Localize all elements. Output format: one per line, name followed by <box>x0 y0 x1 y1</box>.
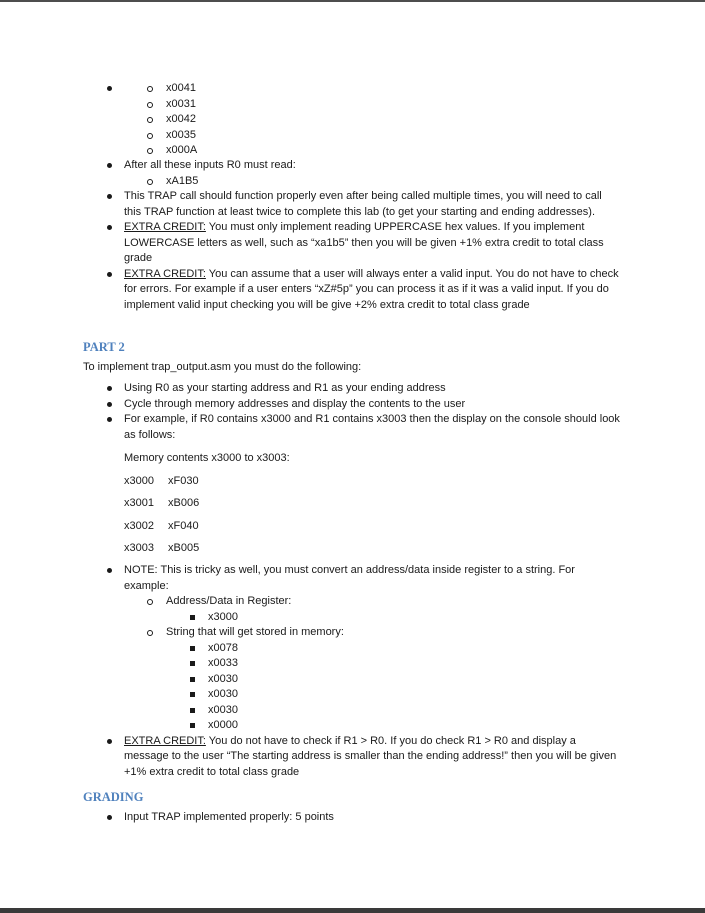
list-item: x0042 <box>166 112 606 128</box>
list-item: x0078 <box>208 641 606 657</box>
list-item: This TRAP call should function properly even after being called multiple times, you will need to call this TRAP function at least twice to complete this lab (to get your starting and ending addresses). <box>124 189 620 220</box>
memory-title: Memory contents x3000 to x3003: <box>124 452 290 464</box>
list-item <box>124 220 620 267</box>
list-item: x000A <box>166 143 606 159</box>
list-item: xA1B5 <box>166 174 606 190</box>
grading-heading: GRADING <box>83 790 144 804</box>
memory-row <box>124 519 290 535</box>
note-list <box>124 563 620 780</box>
list-item: x0041 <box>166 81 606 97</box>
memory-address: x3002 <box>124 519 154 532</box>
string-codes-list <box>208 641 606 734</box>
memory-value: xF040 <box>168 519 199 532</box>
memory-row <box>124 496 290 512</box>
extra-credit-label: EXTRA CREDIT: <box>124 267 206 280</box>
part2-bullets <box>0 381 620 443</box>
part1-continuation <box>0 81 620 159</box>
memory-address: x3000 <box>124 474 154 487</box>
list-item <box>166 594 606 625</box>
part1-bullet-list <box>124 158 620 313</box>
memory-value: xF030 <box>168 474 199 487</box>
input-codes-list <box>166 81 606 159</box>
memory-row <box>124 541 290 557</box>
list-item: x0031 <box>166 97 606 113</box>
list-item: x0030 <box>208 687 606 703</box>
extra-credit-text: You do not have to check if R1 > R0. If you do check R1 > R0 and display a message to the user “The starting address is smaller than the ending address!” then you will be given +1% extra credit to total class grade <box>124 734 617 778</box>
part1-bullets <box>0 158 620 313</box>
list-item <box>124 158 620 189</box>
part2-intro: To implement trap_output.asm you must do the following: <box>83 361 362 373</box>
input-codes-container <box>124 81 620 159</box>
list-item: x0030 <box>208 672 606 688</box>
string-label: String that will get stored in memory: <box>166 626 344 638</box>
grading-list <box>124 810 620 826</box>
extra-credit-label: EXTRA CREDIT: <box>124 221 206 233</box>
note-sublist <box>166 594 606 734</box>
memory-row <box>124 474 290 490</box>
list-item: Cycle through memory addresses and display the contents to the user <box>124 397 620 413</box>
after-inputs-text: After all these inputs R0 must read: <box>124 159 296 171</box>
extra-credit-text: You can assume that a user will always enter a valid input. You do not have to check for errors. For example if a user enters “xZ#5p” you can process it as if it was a valid input. If you do implement valid input checking you will be give +2% extra credit to total class grade <box>124 267 619 311</box>
memory-address: x3001 <box>124 497 154 509</box>
list-item: x3000 <box>208 610 606 626</box>
after-inputs-sublist <box>166 174 606 190</box>
list-item: Using R0 as your starting address and R1 as your ending address <box>124 381 620 397</box>
memory-address: x3003 <box>124 542 154 554</box>
part2-bullet-list <box>124 381 620 443</box>
part2-heading: PART 2 <box>83 340 125 354</box>
bottom-border <box>0 908 705 913</box>
list-item: x0035 <box>166 128 606 144</box>
register-value-list <box>208 610 606 626</box>
part2-note-section <box>0 563 620 780</box>
memory-value: xB005 <box>168 542 200 554</box>
memory-display <box>124 451 290 564</box>
list-item <box>124 267 620 314</box>
list-item: x0030 <box>208 703 606 719</box>
memory-value: xB006 <box>168 497 200 509</box>
list-item: Input TRAP implemented properly: 5 points <box>124 810 620 826</box>
list-item: x0033 <box>208 656 606 672</box>
extra-credit-label: EXTRA CREDIT: <box>124 734 206 747</box>
part1-list <box>124 81 620 159</box>
list-item <box>124 734 620 781</box>
list-item <box>124 563 620 734</box>
list-item <box>166 625 606 734</box>
grading-section <box>0 810 620 826</box>
list-item: For example, if R0 contains x3000 and R1 contains x3003 then the display on the console should look as follows: <box>124 412 620 443</box>
extra-credit-text: You must only implement reading UPPERCASE hex values. If you implement LOWERCASE letters as well, such as “xa1b5” then you will be given +1% extra credit to total class grade <box>124 221 604 264</box>
list-item: x0000 <box>208 718 606 734</box>
note-text: NOTE: This is tricky as well, you must convert an address/data inside register to a string. For example: <box>124 564 575 592</box>
register-label: Address/Data in Register: <box>166 595 292 607</box>
